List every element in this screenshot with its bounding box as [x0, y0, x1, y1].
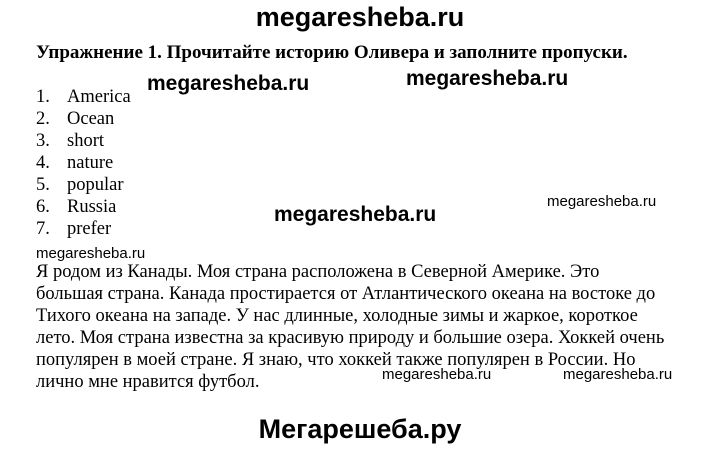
- answer-word: prefer: [67, 219, 112, 239]
- list-item: [36, 108, 131, 130]
- answer-word: popular: [67, 175, 124, 195]
- story-line: лично мне нравится футбол.: [36, 372, 260, 392]
- answer-word: Ocean: [67, 109, 115, 129]
- story-line: популярен в моей стране. Я знаю, что хоккей также популярен в России. Но: [36, 350, 636, 370]
- story-line: большая страна. Канада простирается от Атлантического океана на востоке до: [36, 284, 656, 304]
- list-item: [36, 130, 131, 152]
- story-line: Тихого океана на западе. У нас длинные, холодные зимы и жаркое, короткое: [36, 306, 638, 326]
- watermark-under-heading-right: megaresheba.ru: [406, 67, 569, 90]
- answer-word: short: [67, 131, 104, 151]
- answer-number: 3.: [36, 131, 50, 151]
- watermark-center-middle: megaresheba.ru: [274, 203, 437, 226]
- answer-list: [36, 86, 131, 240]
- watermark-right-middle: megaresheba.ru: [547, 193, 657, 210]
- answer-number: 1.: [36, 87, 50, 107]
- answer-word: America: [67, 87, 131, 107]
- story-line: лето. Моя страна известна за красивую природу и большие озера. Хоккей очень: [36, 328, 665, 348]
- watermark-story-bottom-middle: megaresheba.ru: [382, 366, 492, 383]
- answer-number: 4.: [36, 153, 50, 173]
- answer-number: 5.: [36, 175, 50, 195]
- watermark-story-bottom-right: megaresheba.ru: [563, 366, 673, 383]
- watermark-left-above-text: megaresheba.ru: [36, 245, 146, 262]
- list-item: [36, 174, 131, 196]
- list-item: [36, 196, 131, 218]
- list-item: [36, 86, 131, 108]
- story-line: Я родом из Канады. Моя страна расположена в Северной Америке. Это: [36, 262, 600, 282]
- watermark-top: megaresheba.ru: [255, 2, 465, 32]
- exercise-heading: Упражнение 1. Прочитайте историю Оливера и заполните пропуски.: [36, 42, 628, 63]
- answer-number: 7.: [36, 219, 50, 239]
- answer-number: 2.: [36, 109, 50, 129]
- watermark-under-heading-left: megaresheba.ru: [147, 72, 310, 95]
- list-item: [36, 152, 131, 174]
- watermark-bottom: Мегарешеба.ру: [258, 414, 462, 444]
- list-item: [36, 218, 131, 240]
- answer-number: 6.: [36, 197, 50, 217]
- answer-word: nature: [67, 153, 114, 173]
- answer-word: Russia: [67, 197, 117, 217]
